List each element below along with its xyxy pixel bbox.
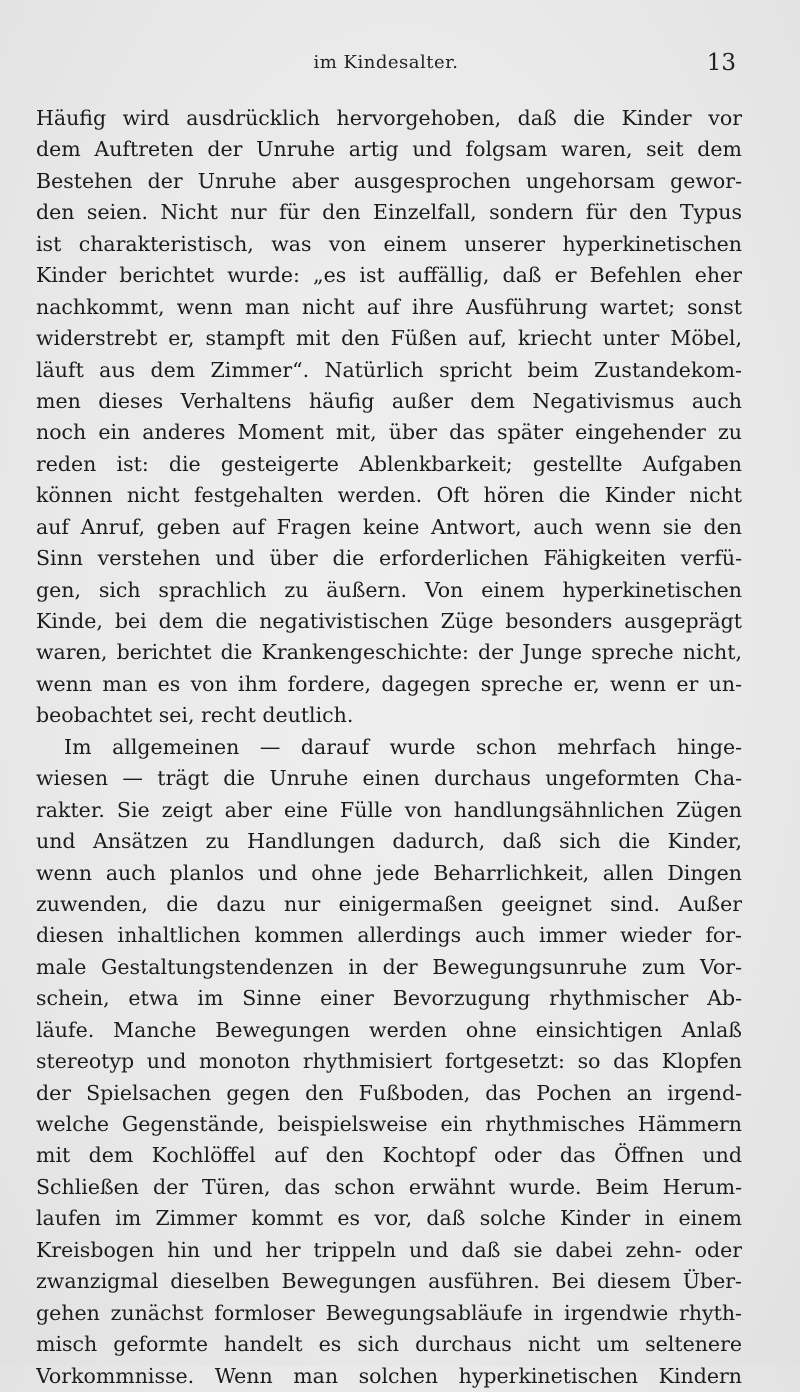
- page-number: 13: [706, 50, 736, 76]
- text-line: können nicht festgehalten werden. Oft hören die Kinder nicht: [36, 483, 742, 508]
- text-line: waren, berichtet die Krankengeschichte: der Junge spreche nicht,: [36, 640, 742, 665]
- text-line: wenn auch planlos und ohne jede Beharrlichkeit, allen Dingen: [36, 860, 742, 885]
- text-line: wiesen — trägt die Unruhe einen durchaus ungeformten Cha-: [36, 766, 742, 791]
- text-line: den seien. Nicht nur für den Einzelfall, sondern für den Typus: [36, 200, 742, 225]
- text-line: reden ist: die gesteigerte Ablenkbarkeit; gestellte Aufgaben: [36, 451, 742, 476]
- text-line: male Gestaltungstendenzen in der Bewegungsunruhe zum Vor-: [36, 954, 742, 979]
- text-line: noch ein anderes Moment mit, über das später eingehender zu: [36, 420, 742, 445]
- text-line: schein, etwa im Sinne einer Bevorzugung rhythmischer Ab-: [36, 986, 742, 1011]
- text-line: laufen im Zimmer kommt es vor, daß solche Kinder in einem: [36, 1206, 742, 1231]
- text-line: auf Anruf, geben auf Fragen keine Antwort, auch wenn sie den: [36, 514, 742, 539]
- text-line: welche Gegenstände, beispielsweise ein rhythmisches Hämmern: [36, 1112, 742, 1136]
- text-line: Kinde, bei dem die negativistischen Züge besonders ausgeprägt: [36, 609, 742, 633]
- text-line: dem Auftreten der Unruhe artig und folgsam waren, seit dem: [36, 137, 742, 162]
- text-line: diesen inhaltlichen kommen allerdings auch immer wieder for-: [36, 923, 742, 948]
- text-line: ist charakteristisch, was von einem unserer hyperkinetischen: [36, 231, 742, 256]
- page-header: [36, 52, 736, 82]
- text-line: und Ansätzen zu Handlungen dadurch, daß sich die Kinder,: [36, 829, 742, 854]
- text-line: nachkommt, wenn man nicht auf ihre Ausführung wartet; sonst: [36, 294, 742, 319]
- text-line: men dieses Verhaltens häufig außer dem Negativismus auch: [36, 388, 742, 413]
- text-line: Kinder berichtet wurde: „es ist auffällig, daß er Befehlen eher: [36, 263, 742, 288]
- text-line: Sinn verstehen und über die erforderlichen Fähigkeiten verfü-: [36, 546, 742, 571]
- text-line: mit dem Kochlöffel auf den Kochtopf oder das Öffnen und: [36, 1143, 742, 1168]
- text-line: Kreisbogen hin und her trippeln und daß sie dabei zehn- oder: [36, 1237, 742, 1262]
- text-line: der Spielsachen gegen den Fußboden, das Pochen an irgend-: [36, 1080, 742, 1105]
- text-line: rakter. Sie zeigt aber eine Fülle von handlungsähnlichen Zügen: [36, 797, 742, 822]
- text-line: zuwenden, die dazu nur einigermaßen geeignet sind. Außer: [36, 891, 742, 916]
- paragraph-end-line: beobachtet sei, recht deutlich.: [36, 703, 354, 728]
- text-line: wenn man es von ihm fordere, dagegen spreche er, wenn er un-: [36, 671, 742, 696]
- body-text: [36, 103, 742, 1392]
- text-line: Schließen der Türen, das schon erwähnt wurde. Beim Herum-: [36, 1174, 742, 1199]
- text-line: gehen zunächst formloser Bewegungsabläufe in irgendwie rhyth-: [36, 1300, 742, 1325]
- paragraph-start-line: Im allgemeinen — darauf wurde schon mehrfach hinge-: [64, 734, 742, 759]
- text-line: läufe. Manche Bewegungen werden ohne einsichtigen Anlaß: [36, 1017, 742, 1042]
- text-line: gen, sich sprachlich zu äußern. Von einem hyperkinetischen: [36, 577, 742, 602]
- text-line: stereotyp und monoton rhythmisiert fortgesetzt: so das Klopfen: [36, 1049, 742, 1074]
- text-line: zwanzigmal dieselben Bewegungen ausführen. Bei diesem Über-: [36, 1269, 742, 1294]
- text-line: läuft aus dem Zimmer“. Natürlich spricht beim Zustandekom-: [36, 357, 742, 382]
- running-title: im Kindesalter.: [313, 52, 459, 73]
- text-line: Häufig wird ausdrücklich hervorgehoben, daß die Kinder vor: [36, 106, 742, 130]
- text-line: misch geformte handelt es sich durchaus nicht um seltenere: [36, 1332, 742, 1357]
- text-line: widerstrebt er, stampft mit den Füßen auf, kriecht unter Möbel,: [36, 326, 742, 351]
- text-line: Vorkommnisse. Wenn man solchen hyperkinetischen Kindern: [36, 1363, 742, 1388]
- text-line: Bestehen der Unruhe aber ausgesprochen ungehorsam gewor-: [36, 168, 742, 193]
